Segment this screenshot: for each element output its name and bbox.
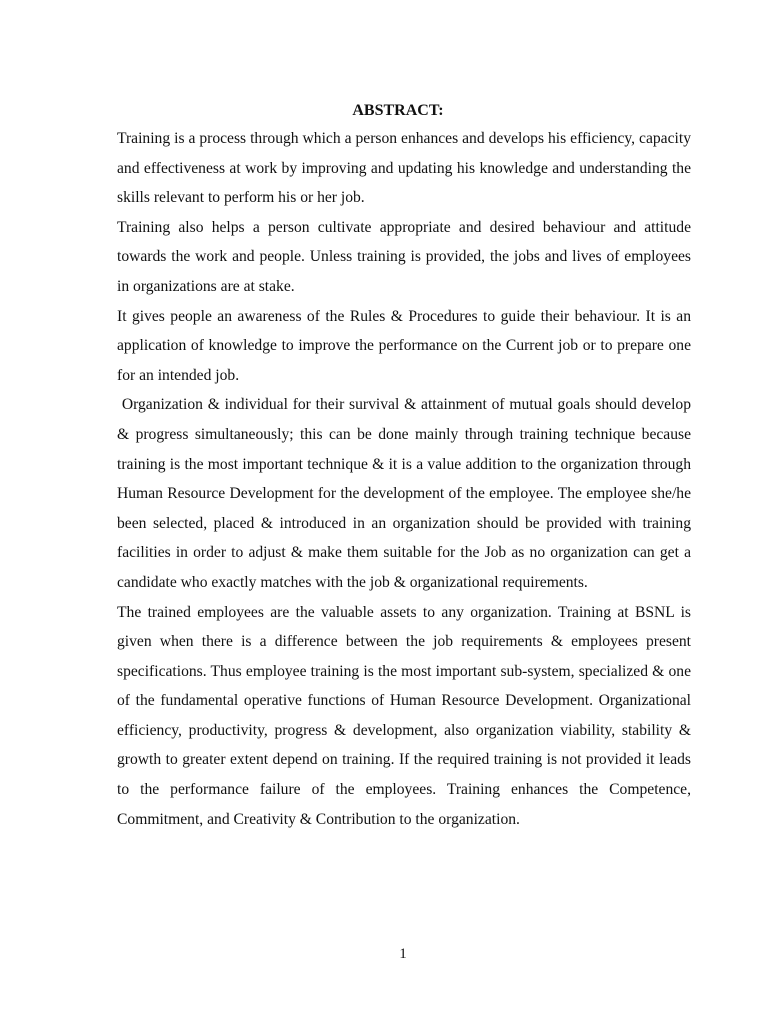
paragraph-2: Training also helps a person cultivate appropriate and desired behaviour and attitude towards the work and people. Unless training is provided, the jobs and lives of employees in organizations are at stake. <box>117 218 695 295</box>
paragraph-4: Organization & individual for their survival & attainment of mutual goals should develop & progress simultaneously; this can be done mainly through training technique because training is the most important technique & it is a value addition to the organization through Human Resource Development for the development of the employee. The employee she/he been selected, placed & introduced in an organization should be provided with training facilities in order to adjust & make them suitable for the Job as no organization can get a candidate who exactly matches with the job & organizational requirements. <box>117 396 695 591</box>
paragraph-1: Training is a process through which a person enhances and develops his efficiency, capacity and effectiveness at work by improving and updating his knowledge and understanding the skills relevant to perform his or her job. <box>117 130 695 207</box>
document-heading: ABSTRACT: <box>352 102 444 119</box>
document-body <box>117 124 695 834</box>
paragraph-3: It gives people an awareness of the Rules & Procedures to guide their behaviour. It is an application of knowledge to improve the performance on the Current job or to prepare one for an intended job. <box>117 307 695 384</box>
page-number: 1 <box>399 946 407 962</box>
paragraph-5: The trained employees are the valuable assets to any organization. Training at BSNL is given when there is a difference between the job requirements & employees present specifications. Thus employee training is the most important sub-system, specialized & one of the fundamental operative functions of Human Resource Development. Organizational efficiency, productivity, progress & development, also organization viability, stability & growth to greater extent depend on training. If the required training is not provided it leads to the performance failure of the employees. Training enhances the Competence, Commitment, and Creativity & Contribution to the organization. <box>117 603 695 828</box>
